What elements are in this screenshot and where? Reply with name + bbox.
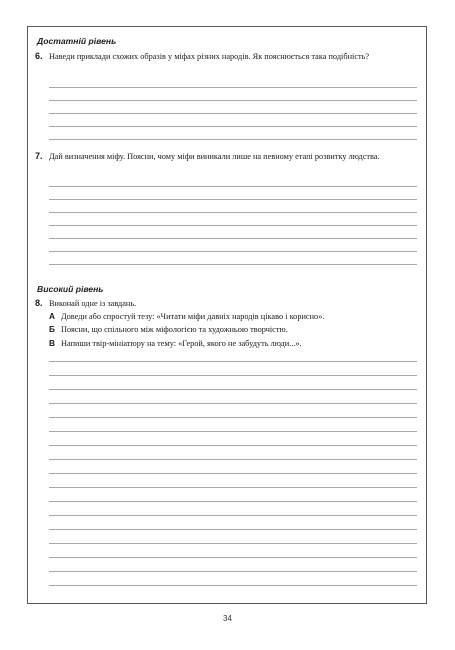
answer-line [49, 251, 417, 252]
answer-line [49, 515, 417, 516]
answer-line [49, 100, 417, 101]
option-letter: А [49, 310, 55, 321]
answer-line [49, 473, 417, 474]
question-6 [35, 51, 421, 63]
answer-line [49, 389, 417, 390]
option-letter: В [49, 337, 55, 348]
answer-line [49, 529, 417, 530]
option-text: Напиши твір-мініатюру на тему: «Герой, якого не забудуть люди...». [61, 338, 302, 348]
answer-line [49, 375, 417, 376]
option-text: Доведи або спростуй тезу: «Читати міфи давніх народів цікаво і корисно». [61, 311, 325, 321]
answer-line [49, 417, 417, 418]
answer-line [49, 139, 417, 140]
option-a [49, 310, 421, 324]
answer-line [49, 501, 417, 502]
answer-line [49, 557, 417, 558]
answer-line [49, 113, 417, 114]
question-8 [35, 298, 421, 350]
answer-line [49, 199, 417, 200]
answer-line [49, 459, 417, 460]
answer-line [49, 225, 417, 226]
question-number: 8. [35, 298, 43, 308]
question-7 [35, 151, 421, 163]
answer-line [49, 361, 417, 362]
option-text: Поясни, що спільного між міфологією та художньою творчістю. [61, 325, 288, 334]
answer-line [49, 238, 417, 239]
answer-line [49, 445, 417, 446]
answer-line [49, 403, 417, 404]
answer-line [49, 487, 417, 488]
answer-line [49, 212, 417, 213]
question-number: 6. [35, 51, 43, 61]
option-letter: Б [49, 324, 55, 334]
answer-line [49, 186, 417, 187]
level-heading-sufficient: Достатній рівень [37, 36, 117, 46]
answer-line [49, 126, 417, 127]
answer-line [49, 585, 417, 586]
option-c [49, 337, 421, 351]
answer-line [49, 431, 417, 432]
question-number: 7. [35, 151, 43, 161]
answer-line [49, 571, 417, 572]
level-heading-high: Високий рівень [37, 284, 104, 294]
answer-line [49, 543, 417, 544]
answer-line [49, 87, 417, 88]
question-text: Виконай одне із завдань. [49, 299, 137, 308]
option-b [49, 323, 421, 337]
worksheet-frame [27, 26, 427, 604]
page-number: 34 [223, 614, 232, 623]
answer-line [49, 264, 417, 265]
question-text: Дай визначення міфу. Поясни, чому міфи виникали лише на певному етапі розвитку людства. [49, 152, 380, 161]
question-text: Наведи приклади схожих образів у міфах різних народів. Як пояснюється така подібність? [49, 52, 370, 61]
